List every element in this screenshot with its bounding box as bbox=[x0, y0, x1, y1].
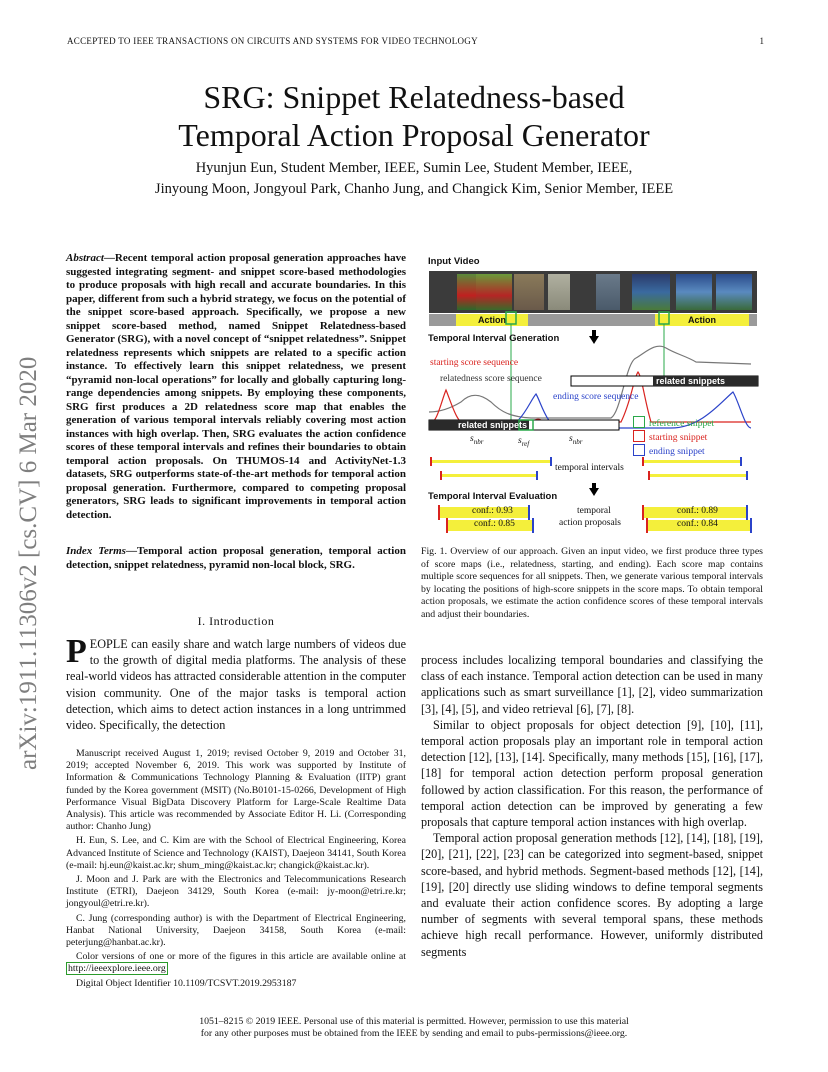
conf-label-4: conf.: 0.84 bbox=[677, 519, 718, 529]
legend-end-swatch bbox=[633, 444, 645, 456]
copyright-line-2: for any other purposes must be obtained from the IEEE by sending and email to pubs-permissions@ieee.org. bbox=[200, 1028, 628, 1039]
conf-label-1: conf.: 0.93 bbox=[472, 506, 513, 516]
page-number: 1 bbox=[759, 36, 764, 46]
s-nbr-plus-label: $s_{nbr}$ bbox=[569, 434, 583, 446]
conf-label-2: conf.: 0.85 bbox=[474, 519, 515, 529]
figure-caption: Fig. 1. Overview of our approach. Given an input video, we first produce three types of score maps (i.e., relatedness, starting, and ending). Each score map contains multiple score sequences for all snippets. Then, we generate various temporal intervals by locating the positions of high-score snippets in the score maps. To obtain temporal action proposals, we estimate the action confidence scores of these temporal intervals and adjust their boundaries. bbox=[421, 546, 763, 620]
arrow-stem bbox=[592, 330, 596, 337]
right-paragraph-2: Similar to object proposals for object detection [9], [10], [11], temporal action proposals play an important role in temporal action detection [12], [13], [14]. Specifically, many methods [15], [16], [17], [18] for temporal action detection perform proposal generation followed by action classification. For this reason, the performance of temporal action detection can be improved by generating a few proposals that capture temporal action instances with high overlap. bbox=[421, 717, 763, 830]
footnote-color bbox=[66, 951, 406, 975]
temporal-intervals-label: temporal intervals bbox=[555, 463, 624, 473]
footnote-hanbat: C. Jung (corresponding author) is with the Department of Electrical Engineering, Hanbat National University, Daejeon 34158, South Korea (e-mail: peterjung@hanbat.ac.kr). bbox=[66, 912, 406, 949]
index-terms bbox=[66, 545, 406, 572]
s-nbr-minus-label: $s_{nbr}$ bbox=[470, 434, 484, 446]
title-line-1: SRG: Snippet Relatedness-based bbox=[203, 79, 625, 115]
abstract bbox=[66, 252, 406, 522]
legend-starting: starting snippet bbox=[633, 430, 707, 443]
right-paragraph-3: Temporal action proposal generation methods [12], [14], [18], [19], [20], [21], [22], [23] can be categorized into segment-based, snippet score-based, and hybrid methods. Segment-based methods [12], [14], [19], [20] directly use sliding windows to define temporal segments and evaluate their action confidence scores. By adopting a large number of segments with several temporal spans, these methods achieve high recall performance. However, uniformly distributed segments bbox=[421, 831, 763, 959]
action-segment-1: Action bbox=[456, 314, 528, 326]
ref-box-1 bbox=[506, 312, 516, 324]
ieee-link[interactable]: http://ieeexplore.ieee.org bbox=[68, 963, 166, 975]
related-snippets-label-top: related snippets bbox=[656, 376, 726, 386]
arrow-stem-2 bbox=[592, 483, 596, 489]
section-heading: I. Introduction bbox=[197, 614, 275, 628]
drop-cap: P bbox=[66, 633, 87, 670]
temporal-label: temporal bbox=[577, 506, 611, 516]
arrow-down-icon-2 bbox=[589, 488, 599, 496]
author-list bbox=[100, 158, 728, 200]
ref-box-2 bbox=[659, 312, 669, 324]
footnote-etri: J. Moon and J. Park are with the Electronics and Telecommunications Research Institute (ETRI), Daejeon 34129, South Korea (e-mail: jy-moon@etri.re.kr; jongyoul@etri.re.kr). bbox=[66, 874, 406, 910]
s-ref-label: $s_{ref}$ bbox=[518, 436, 530, 448]
intro-paragraph bbox=[66, 633, 406, 733]
copyright-line-1: 1051–8215 © 2019 IEEE. Personal use of this material is permitted. However, permission to use this material bbox=[199, 1016, 629, 1027]
index-terms-text: —Temporal action proposal generation, temporal action detection, snippet relatedness, pyramid non-local block, SRG. bbox=[66, 545, 406, 571]
legend-ending: ending snippet bbox=[633, 444, 705, 457]
abstract-label: Abstract bbox=[66, 252, 104, 264]
starting-seq-label: starting score sequence bbox=[430, 358, 519, 368]
legend-reference: reference snippet bbox=[633, 416, 714, 429]
footnote-manuscript: Manuscript received August 1, 2019; revised October 9, 2019 and October 31, 2019; accepted November 6, 2019. This work was supported by Institute of Information & Communications Technology Planning & Evaluation (IITP) grant funded by the Korea government (MSIT) (No.B0101-15-0266, Development of High Performance Visual BigData Discovery Platform for Large-Scale Realtime Data Analysis). This article was recommended by Associate Editor H. Li. (Corresponding author: Chanho Jung) bbox=[66, 748, 406, 833]
arrow-down-icon bbox=[589, 336, 599, 344]
legend-ref-swatch bbox=[633, 416, 645, 428]
footnote-color-text: Color versions of one or more of the figures in this article are available online at bbox=[76, 951, 406, 963]
arxiv-stamp: arXiv:1911.11306v2 [cs.CV] 6 Mar 2020 bbox=[15, 356, 42, 770]
fig-input-video-label: Input Video bbox=[428, 256, 480, 267]
abstract-text: —Recent temporal action proposal generation approaches have suggested integrating segment- and snippet score-based methodologies to produce proposals with high recall and accurate boundaries. In this paper, different from such a hybrid strategy, we focus on the potential of the snippet score-based approach. Specifically, we propose a new snippet score-based method, named Snippet Relatedness-based Generator (SRG), with a novel concept of “snippet relatedness”. Snippet relatedness represents which snippets are related to a specific action instance. To effectively learn this snippet relatedness, we present “pyramid non-local operations” for locally and globally capturing long-range dependencies among snippets. By employing these components, SRG first produces a 2D relatedness score map that enables the generation of various temporal intervals reliably covering most action instances with high overlap. Then, SRG evaluates the action confidence scores of these temporal intervals and refines their boundaries to obtain temporal action proposals. On THUMOS-14 and ActivityNet-1.3 datasets, SRG outperforms state-of-the-art methods for temporal action proposal generation. Furthermore, compared to competing proposal generators, SRG leads to significant improvements in temporal action detection. bbox=[66, 252, 406, 521]
relatedness-seq-label: relatedness score sequence bbox=[440, 374, 542, 384]
temporal-intervals-right bbox=[643, 457, 747, 480]
footnote-kaist: H. Eun, S. Lee, and C. Kim are with the School of Electrical Engineering, Korea Advanced Institute of Science and Technology (KAIST), Daejeon 34141, South Korea (e-mail: hj.eun@kaist.ac.kr; shum_ming@kaist.ac.kr; changick@kaist.ac.kr). bbox=[66, 835, 406, 871]
paper-title bbox=[100, 78, 728, 154]
copyright-notice bbox=[100, 1016, 728, 1040]
action-segment-2: Action bbox=[655, 314, 749, 326]
authors-line-1: Hyunjun Eun, Student Member, IEEE, Sumin Lee, Student Member, IEEE, bbox=[195, 160, 633, 176]
temporal-intervals-left bbox=[431, 457, 551, 480]
action-proposals-label: action proposals bbox=[559, 518, 622, 528]
index-terms-label: Index Terms bbox=[66, 545, 126, 557]
footnote-doi: Digital Object Identifier 10.1109/TCSVT.2019.2953187 bbox=[76, 977, 297, 989]
fig-tig-label: Temporal Interval Generation bbox=[428, 333, 560, 344]
authors-line-2: Jinyoung Moon, Jongyoul Park, Chanho Jung, and Changick Kim, Senior Member, IEEE bbox=[154, 181, 674, 197]
related-snippets-label-left: related snippets bbox=[458, 420, 528, 430]
fig-tie-label: Temporal Interval Evaluation bbox=[428, 491, 558, 502]
title-line-2: Temporal Action Proposal Generator bbox=[178, 117, 650, 153]
intro-text: EOPLE can easily share and watch large numbers of videos due to the growth of digital media platforms. The analysis of these real-world videos has attracted considerable attention in the computer vision community. One of the major tasks is temporal action detection, which aims to detect action instances in a long untrimmed video. Specifically, the detection bbox=[66, 637, 406, 733]
footnotes bbox=[66, 748, 406, 992]
right-paragraph-1: process includes localizing temporal boundaries and classifying the class of each instance. Temporal action detection can be used in many applications such as smart surveillance [1], [2], video summarization [3], [4], [5], and video retrieval [6], [7], [8]. bbox=[421, 653, 763, 716]
ending-seq-label: ending score sequence bbox=[553, 392, 639, 402]
legend-start-swatch bbox=[633, 430, 645, 442]
conf-label-3: conf.: 0.89 bbox=[677, 506, 718, 516]
running-header: ACCEPTED TO IEEE TRANSACTIONS ON CIRCUITS AND SYSTEMS FOR VIDEO TECHNOLOGY bbox=[67, 36, 478, 46]
right-column-text bbox=[421, 652, 763, 960]
